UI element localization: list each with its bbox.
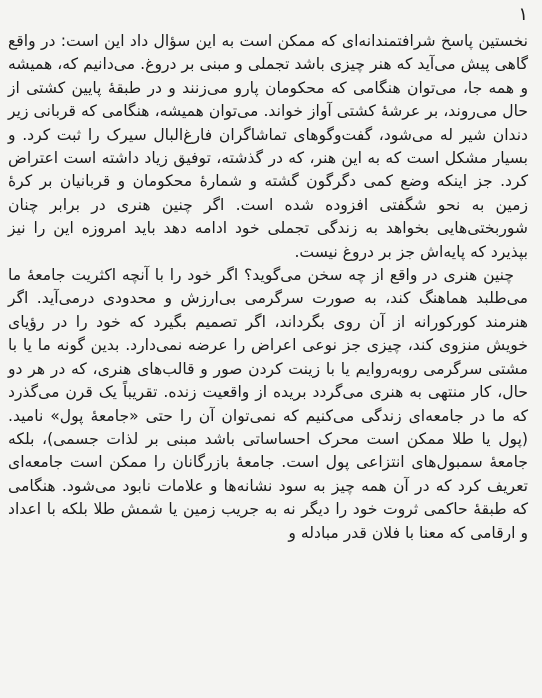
body-text <box>8 30 528 545</box>
paragraph-1: نخستین پاسخ شرافتمندانه‌ای که ممکن است به این سؤال داد این است: در واقع گاهی پیش می‌آید که هنر چیزی باشد تجملی و مبنی بر دروغ. می‌دانیم که، همیشه و همه جا، می‌توان هنگامی که محکومان پارو می‌زنند و در طبقهٔ پایین کشتی از حال می‌روند، بر عرشهٔ کشتی آواز خواند. می‌توان همیشه، هنگامی که قربانی زیر دندان شیر له می‌شود، گفت‌وگوهای تماشاگران فارغ‌البال سیرک را ثبت کرد. و بسیار مشکل است که به این هنر، که در گذشته، توفیق زیاد داشته است اعتراض کرد. جز اینکه وضع کمی دگرگون گشته و شمارهٔ محکومان و قربانیان بر کرهٔ زمین به نحو شگفتی افزوده شده است. اگر چنین هنری در برابر چنان شوربختی‌هایی بخواهد به زندگی تجملی خود ادامه دهد باید امروزه این را نیز بپذیرد که پایه‌اش جز بر دروغ نیست. <box>8 32 528 261</box>
paragraph-2: چنین هنری در واقع از چه سخن می‌گوید؟ اگر خود را با آنچه اکثریت جامعهٔ ما می‌طلبد هماهنگ کند، به صورت سرگرمی بی‌ارزش و محدودی درمی‌آید. اگر هنرمند کورکورانه از آن روی بگرداند، اگر تصمیم بگیرد که خود را در رؤیای خویش منزوی کند، چیزی جز نوعی اعراض را عرضه نمی‌دارد. بدین گونه ما یا با مشتی سرگرمی روبه‌روایم یا با زینت کردن صور و قالب‌های هنری، که در هر دو حال، کار منتهی به هنری می‌گردد بریده از واقعیت زنده. تقریباً یک قرن می‌گذرد که ما در جامعه‌ای زندگی می‌کنیم که نمی‌توان آن را حتی «جامعهٔ پول» نامید. (پول یا طلا ممکن است محرک احساساتی باشد مبنی بر لذات جسمی)، بلکه جامعهٔ سمبول‌های انتزاعی پول است. جامعهٔ بازرگانان را ممکن است جامعه‌ای تعریف کرد که در آن همه چیز به سود نشانه‌ها و علامات نابود می‌شود. هنگامی که طبقهٔ حاکمی ثروت خود را دیگر نه به جریب زمین یا شمش طلا بلکه با اعداد و ارقامی که معنا با فلان قدر مبادله و <box>8 266 528 542</box>
page-number: ۱ <box>518 4 528 25</box>
